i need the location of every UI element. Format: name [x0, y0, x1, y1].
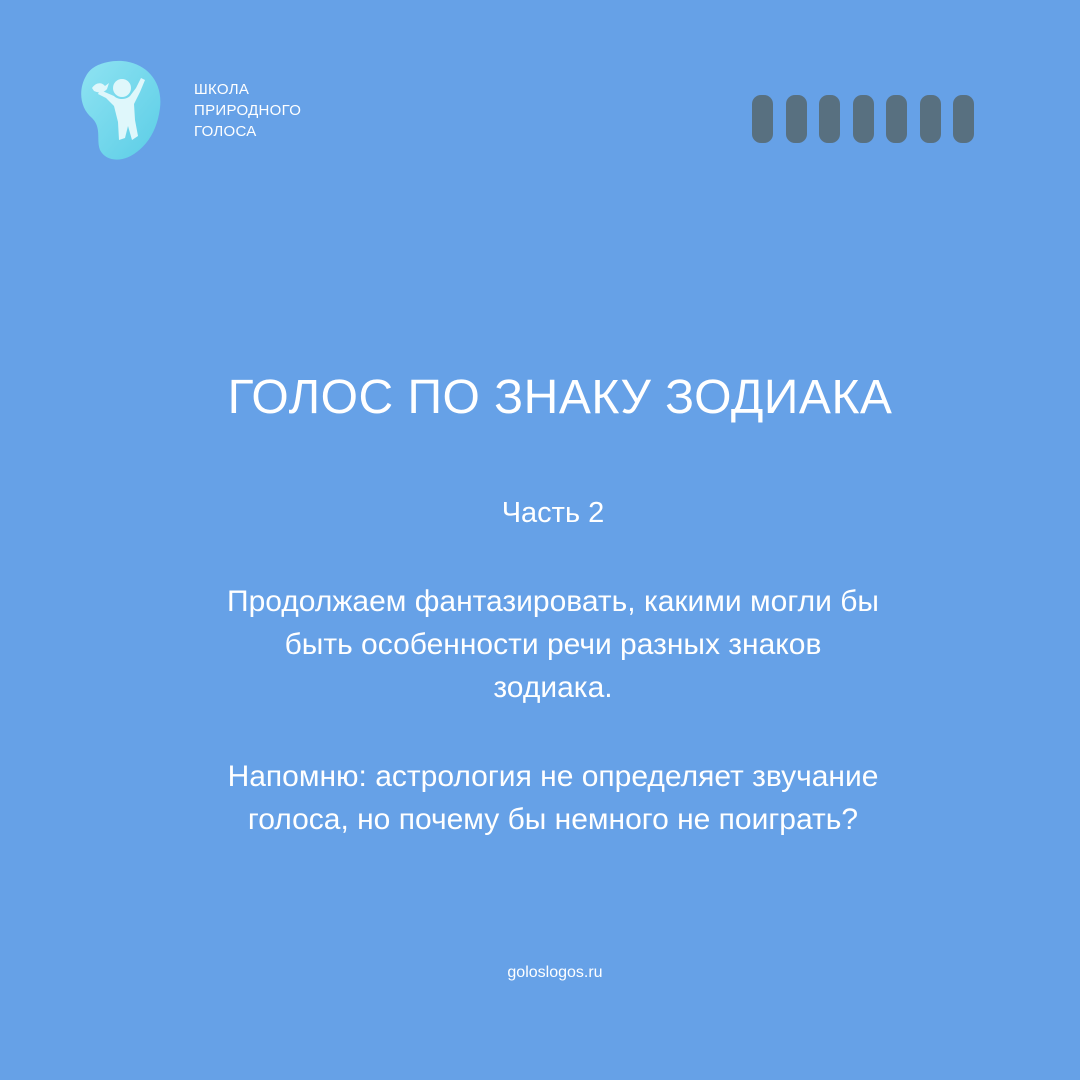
subtitle: Часть 2	[501, 497, 605, 529]
intro-paragraph: Продолжаем фантазировать, какими могли бы быть особенности речи разных знаков зодиака.	[227, 585, 879, 704]
pager-segment	[786, 95, 807, 143]
pager-segment	[953, 95, 974, 143]
brand-name: ШКОЛА ПРИРОДНОГО ГОЛОСА	[194, 81, 302, 140]
page-title: ГОЛОС ПО ЗНАКУ ЗОДИАКА	[227, 371, 893, 424]
pager-segment	[886, 95, 907, 143]
child-with-bird-logo-icon	[78, 58, 162, 162]
slide-pager	[752, 95, 974, 143]
reminder-paragraph: Напомню: астрология не определяет звучание голоса, но почему бы немного не поиграть?	[227, 760, 879, 836]
pager-segment	[920, 95, 941, 143]
website-url: goloslogos.ru	[507, 964, 603, 981]
pager-segment	[819, 95, 840, 143]
pager-segment	[752, 95, 773, 143]
pager-segment	[853, 95, 874, 143]
